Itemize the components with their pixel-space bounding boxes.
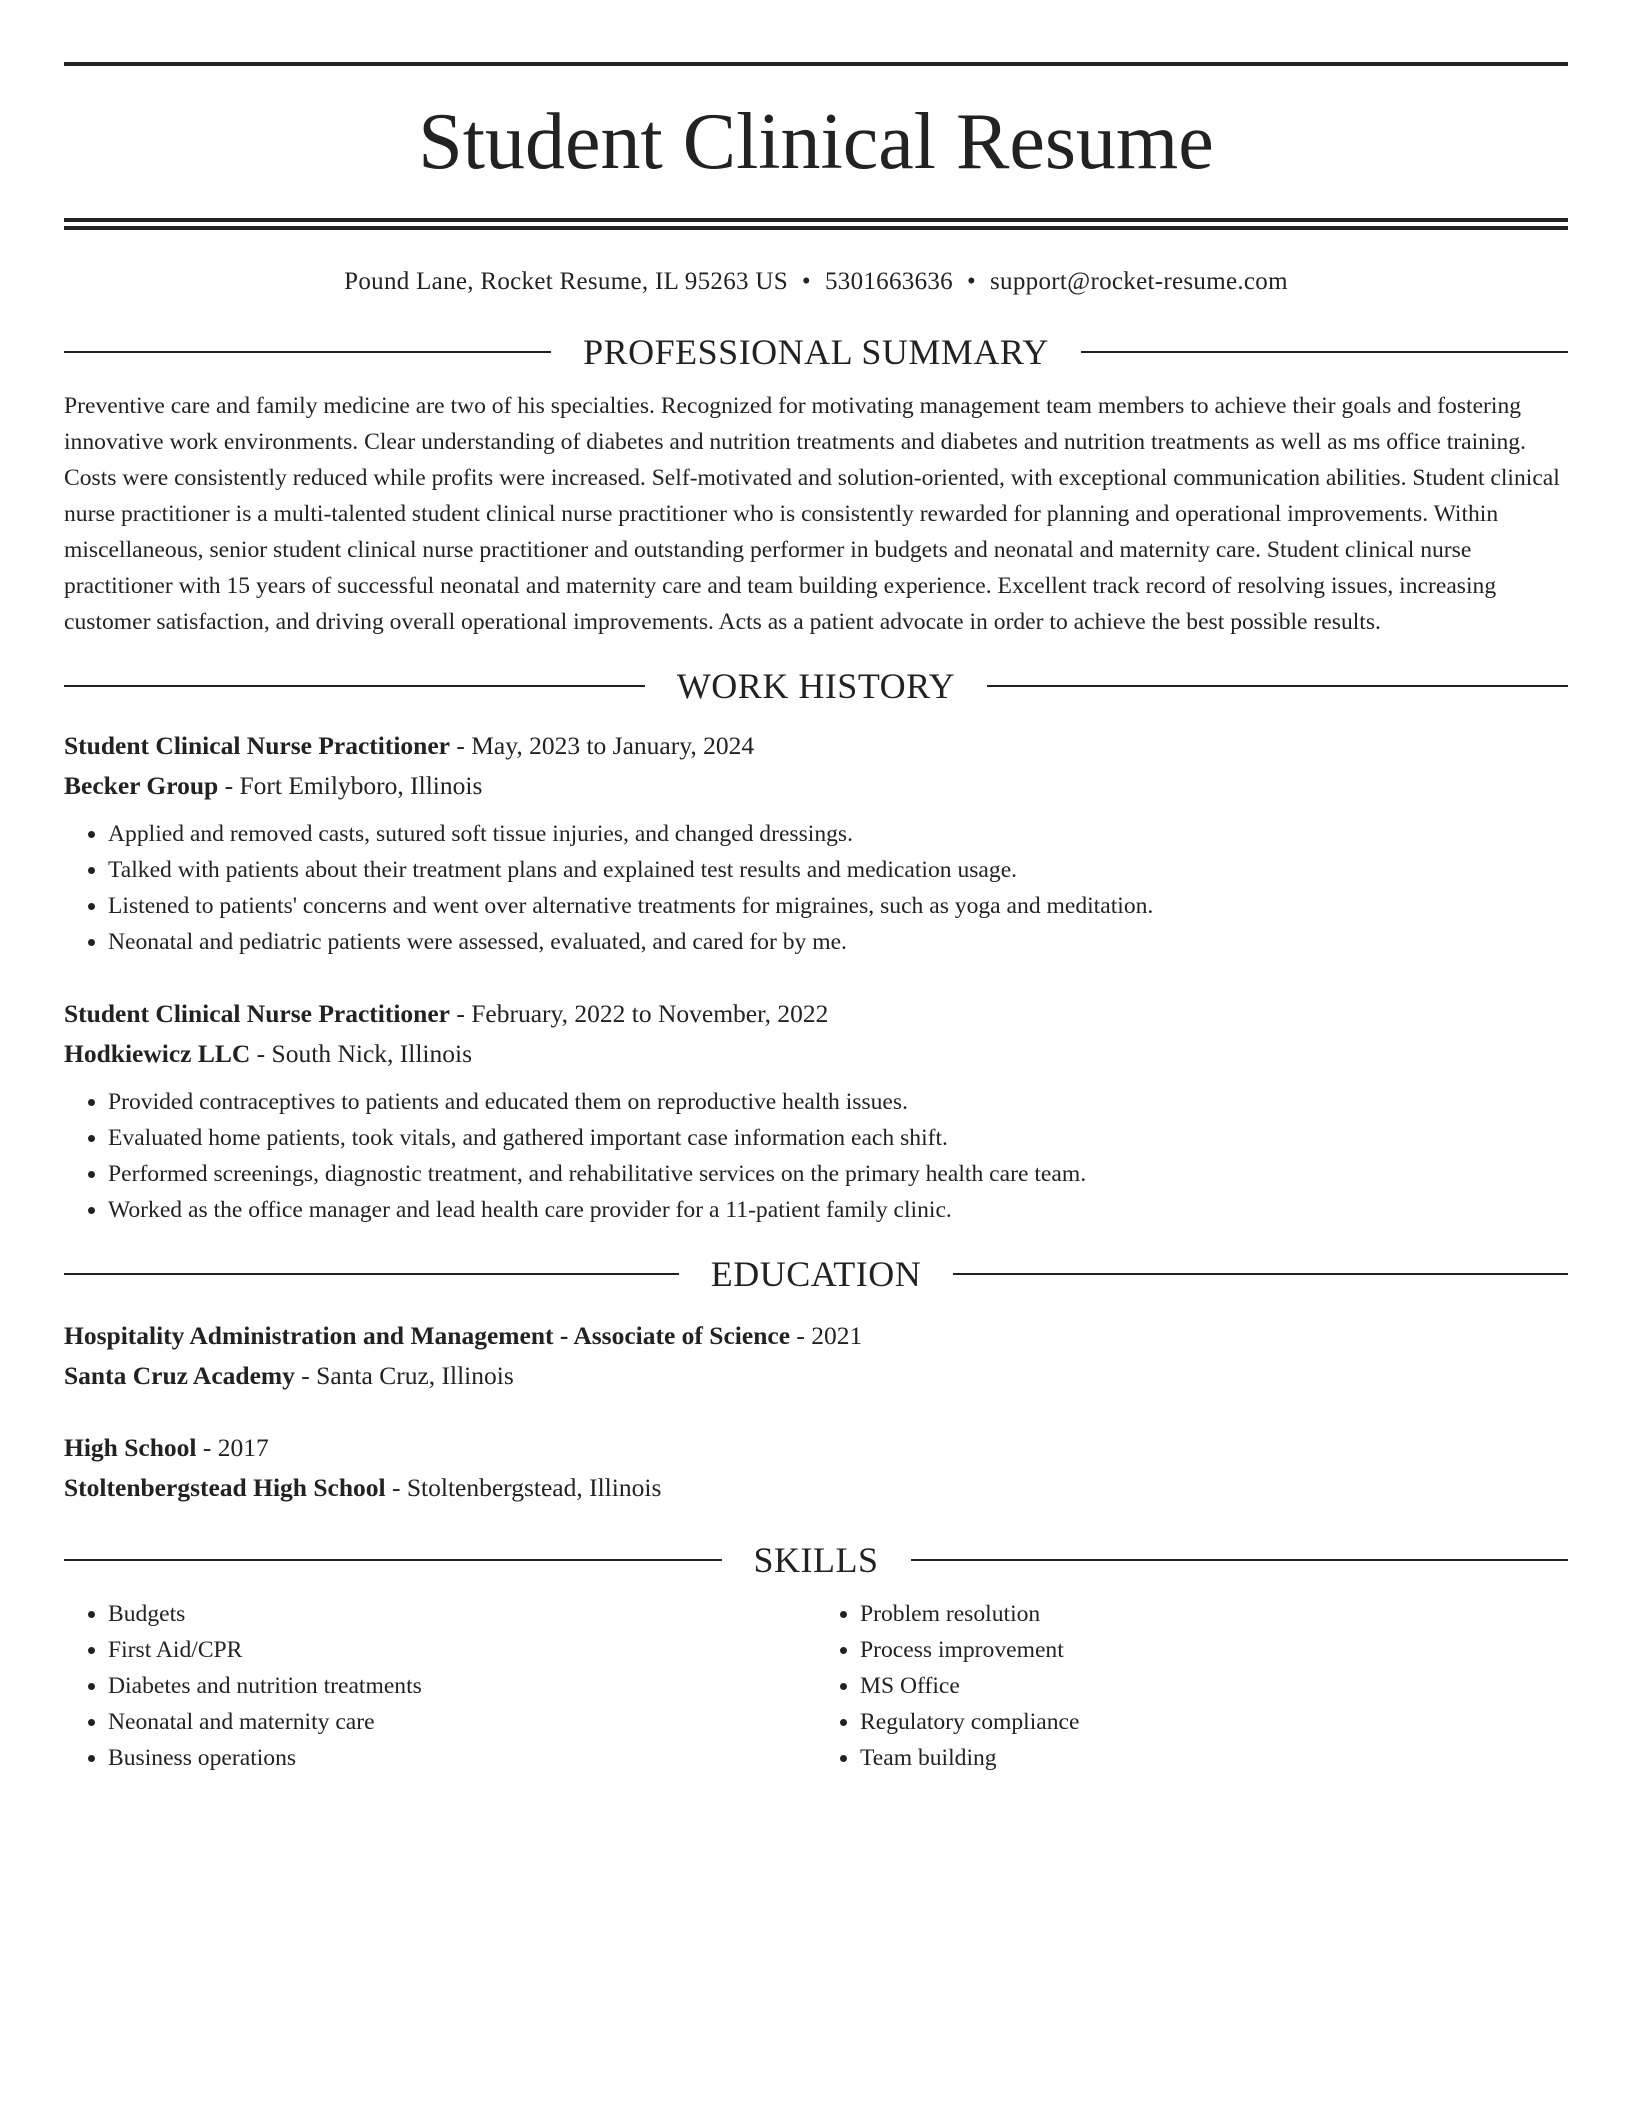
job-company: Hodkiewicz LLC xyxy=(64,1038,251,1068)
list-item: • Worked as the office manager and lead health care provider for a 11-patient family clinic. xyxy=(108,1192,1568,1228)
list-item: • Provided contraceptives to patients and educated them on reproductive health issues. xyxy=(108,1084,1568,1120)
summary-paragraph: Preventive care and family medicine are two of his specialties. Recognized for motivating management team members to achieve their goals and fostering innovative work environments. Clear understanding of diabetes and nutrition treatments and diabetes and nutrition treatments as well as ms office training. Costs were consistently reduced while profits were increased. Self-motivated and solution-oriented, with exceptional communication abilities. Student clinical nurse practitioner is a multi-talented student clinical nurse practitioner who is consistently rewarded for planning and operational improvements. Within miscellaneous, senior student clinical nurse practitioner and outstanding performer in budgets and neonatal and maternity care. Student clinical nurse practitioner with 15 years of successful neonatal and maternity care and team building experience. Excellent track record of resolving issues, increasing customer satisfaction, and driving overall operational improvements. Acts as a patient advocate in order to achieve the best possible results. xyxy=(64,393,1560,635)
skills-list-right xyxy=(816,1596,1568,1776)
contact-line xyxy=(64,264,1568,300)
section-title-work: WORK HISTORY xyxy=(676,665,956,706)
list-item: • Performed screenings, diagnostic treatment, and rehabilitative services on the primary health care team. xyxy=(108,1156,1568,1192)
skill-item: • First Aid/CPR xyxy=(108,1632,816,1668)
contact-separator: • xyxy=(801,268,811,295)
degree-row: Hospitality Administration and Management - Associate of Science - 2021 xyxy=(64,1320,863,1350)
section-rule xyxy=(64,351,551,353)
section-rule xyxy=(64,685,645,687)
skill-item: • Team building xyxy=(860,1740,1568,1776)
job-dates: May, 2023 to January, 2024 xyxy=(471,730,755,760)
list-item: • Applied and removed casts, sutured soft tissue injuries, and changed dressings. xyxy=(108,816,1568,852)
section-rule xyxy=(1081,351,1568,353)
skill-item: • Neonatal and maternity care xyxy=(108,1704,816,1740)
school-row: Stoltenbergstead High School - Stoltenbergstead, Illinois xyxy=(64,1472,662,1502)
skill-item: • Diabetes and nutrition treatments xyxy=(108,1668,816,1704)
school-name: Stoltenbergstead High School xyxy=(64,1472,386,1502)
list-item: • Talked with patients about their treatment plans and explained test results and medication usage. xyxy=(108,852,1568,888)
section-title-education: EDUCATION xyxy=(710,1253,922,1294)
job-duties-list xyxy=(64,816,1568,960)
school-location: Santa Cruz, Illinois xyxy=(316,1360,514,1390)
skill-item: • Budgets xyxy=(108,1596,816,1632)
section-title-summary: PROFESSIONAL SUMMARY xyxy=(583,332,1049,372)
job-entry xyxy=(64,994,1568,1228)
job-title-row: Student Clinical Nurse Practitioner - February, 2022 to November, 2022 xyxy=(64,998,829,1028)
section-header-summary xyxy=(64,330,1568,374)
job-dates: February, 2022 to November, 2022 xyxy=(471,998,829,1028)
job-company-row: Becker Group - Fort Emilyboro, Illinois xyxy=(64,770,483,800)
job-title: Student Clinical Nurse Practitioner xyxy=(64,998,450,1028)
resume-title: Student Clinical Resume xyxy=(418,98,1214,186)
job-title: Student Clinical Nurse Practitioner xyxy=(64,730,450,760)
contact-phone: 5301663636 xyxy=(824,268,953,295)
contact-address: Pound Lane, Rocket Resume, IL 95263 US xyxy=(344,268,788,295)
education-entry xyxy=(64,1316,1568,1396)
degree-year: 2017 xyxy=(217,1432,269,1462)
degree-year: 2021 xyxy=(811,1320,863,1350)
skill-item: • Regulatory compliance xyxy=(860,1704,1568,1740)
skills-columns xyxy=(64,1596,1568,1776)
job-location: Fort Emilyboro, Illinois xyxy=(239,770,483,800)
section-rule xyxy=(64,1559,722,1561)
contact-email: support@rocket-resume.com xyxy=(990,268,1288,295)
list-item: • Evaluated home patients, took vitals, and gathered important case information each shift. xyxy=(108,1120,1568,1156)
title-double-rule xyxy=(64,218,1568,230)
skills-list-left xyxy=(64,1596,816,1776)
school-row: Santa Cruz Academy - Santa Cruz, Illinois xyxy=(64,1360,514,1390)
section-rule xyxy=(953,1273,1568,1275)
section-title-skills: SKILLS xyxy=(753,1539,879,1580)
skill-item: • Business operations xyxy=(108,1740,816,1776)
job-location: South Nick, Illinois xyxy=(271,1038,473,1068)
list-item: • Neonatal and pediatric patients were assessed, evaluated, and cared for by me. xyxy=(108,924,1568,960)
section-rule xyxy=(911,1559,1569,1561)
school-location: Stoltenbergstead, Illinois xyxy=(406,1472,662,1502)
top-rule xyxy=(64,62,1568,66)
list-item: • Listened to patients' concerns and went over alternative treatments for migraines, such as yoga and meditation. xyxy=(108,888,1568,924)
section-header-education xyxy=(64,1252,1568,1296)
school-name: Santa Cruz Academy xyxy=(64,1360,295,1390)
job-company-row: Hodkiewicz LLC - South Nick, Illinois xyxy=(64,1038,473,1068)
skill-item: • MS Office xyxy=(860,1668,1568,1704)
degree-title: High School xyxy=(64,1432,197,1462)
section-rule xyxy=(64,1273,679,1275)
skill-item: • Process improvement xyxy=(860,1632,1568,1668)
education-entry xyxy=(64,1428,1568,1508)
degree-title: Hospitality Administration and Management - Associate of Science xyxy=(64,1320,791,1350)
skill-item: • Problem resolution xyxy=(860,1596,1568,1632)
section-header-work xyxy=(64,664,1568,708)
job-entry xyxy=(64,726,1568,960)
job-company: Becker Group xyxy=(64,770,219,800)
job-title-row: Student Clinical Nurse Practitioner - May, 2023 to January, 2024 xyxy=(64,730,755,760)
section-rule xyxy=(987,685,1568,687)
degree-row: High School - 2017 xyxy=(64,1432,269,1462)
job-duties-list xyxy=(64,1084,1568,1228)
section-header-skills xyxy=(64,1538,1568,1582)
contact-separator: • xyxy=(966,268,977,295)
